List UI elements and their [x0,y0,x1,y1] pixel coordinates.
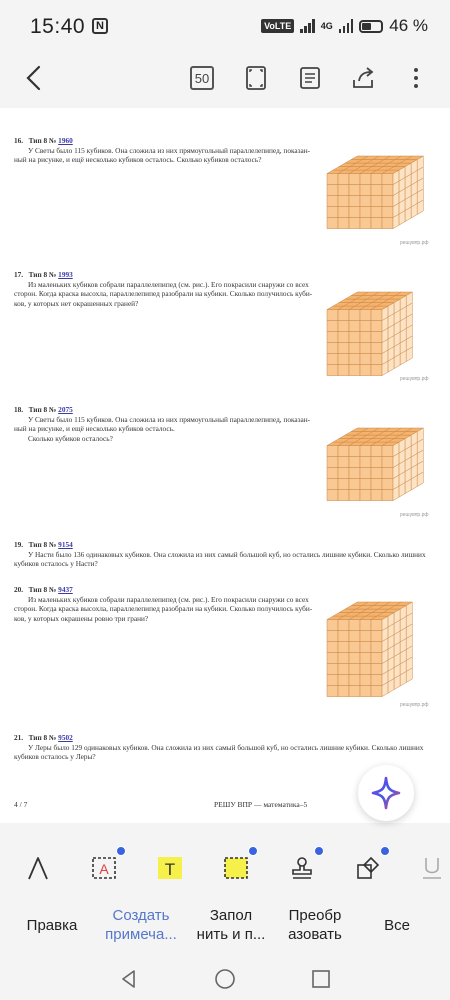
area-highlight-tool[interactable] [220,852,252,884]
underline-icon [420,855,444,881]
top-toolbar [0,50,450,108]
problem-header [14,270,314,280]
problem-text-line: ков, у которых окрашены ровно три грани? [14,613,149,623]
menu-item-fill-sign[interactable] [190,906,272,944]
menu-item-convert[interactable] [274,906,356,944]
cube-face [360,365,371,376]
menu-item-label: Преобр [288,907,342,924]
problem-type: Тип 8 № [28,585,57,594]
problem-text-line: У Светы было 115 кубиков. Она сложила из них прямоугольный параллелепипед, показан- [28,145,311,155]
cube-face [371,620,382,631]
cube-face [327,207,338,218]
status-icons [261,16,428,36]
back-button[interactable] [18,63,48,93]
svg-text:A: A [99,861,109,877]
cube-face [349,653,360,664]
cube-face [338,675,349,686]
cube-face [360,207,371,218]
shapes-tool[interactable] [352,852,384,884]
signal-2-icon [339,19,354,33]
parallelepiped-figure [325,600,437,708]
ai-assistant-button[interactable] [358,765,414,821]
cube-face [338,207,349,218]
problem-type: Тип 8 № [28,540,57,549]
battery-level: 46 % [389,16,428,35]
cube-face [327,174,338,185]
cube-face [338,218,349,229]
problem-header [14,540,439,550]
menu-item-label: Запол [209,907,253,924]
cube-face [360,174,371,185]
menu-item-label: примеча... [105,926,177,943]
more-button[interactable] [406,63,426,93]
cube-face [327,446,338,457]
watermark: решувпр.рф [400,376,429,382]
ink-pen-icon [26,855,50,881]
problem-text-line: ков, у которых нет окрашенных граней? [14,298,139,308]
stamp-tool[interactable] [286,852,318,884]
problem-link[interactable]: 1960 [58,136,73,145]
cube-face [327,332,338,343]
cube-face [371,631,382,642]
problem-header [14,405,314,415]
cube-face [371,185,382,196]
cube-face [371,332,382,343]
problem-link[interactable]: 1993 [58,270,73,279]
menu-item-edit[interactable] [11,916,93,935]
cube-face [349,446,360,457]
cube-face [371,468,382,479]
problem-text-line: кубиков осталось у Леры? [14,752,96,761]
battery-icon [359,20,383,33]
cube-face [338,653,349,664]
problem-header [14,585,314,595]
cube-face [360,479,371,490]
problem-text-line: сторон. Когда краска высохла, параллелепипед разобрали на кубики. Сколько получилось куби- [14,289,313,298]
problem-link[interactable]: 9437 [58,585,73,594]
problem-type: Тип 8 № [28,733,57,742]
problem-text-line: сторон. Когда краска высохла, параллелепипед разобрали на кубики. Сколько получилось куби- [14,604,313,613]
nfc-icon: N [92,18,108,34]
cube-face [327,196,338,207]
cube-face [349,479,360,490]
problem-link[interactable]: 9502 [58,733,73,742]
cube-face [327,675,338,686]
cube-face [371,196,382,207]
cube-face [382,185,393,196]
fit-screen-icon [245,65,267,91]
cube-face [360,185,371,196]
cube-face [349,310,360,321]
cube-face [327,490,338,501]
highlight-text-icon [157,855,183,881]
cube-face [371,686,382,697]
parallelepiped-figure [325,290,437,382]
cube-face [360,675,371,686]
cube-face [371,310,382,321]
cube-face [327,686,338,697]
cube-face [338,174,349,185]
cube-face [371,642,382,653]
cube-face [327,218,338,229]
cube-face [338,642,349,653]
cube-face [349,185,360,196]
cube-face [371,207,382,218]
cube-face [327,653,338,664]
shapes-icon [355,855,381,881]
problem-type: Тип 8 № [28,136,57,145]
cube-face [360,642,371,653]
cube-face [338,686,349,697]
menu-item-create-annotation[interactable] [100,906,182,944]
problem-19 [14,540,439,569]
cube-face [338,490,349,501]
problem-text-line: кубиков осталось у Насти? [14,559,98,568]
cube-face [338,321,349,332]
footer-title: РЕШУ ВПР — математика–5 [214,800,308,809]
cube-face [371,664,382,675]
cube-face [360,631,371,642]
problem-text-line: Из маленьких кубиков собрали параллелепипед (см. рис.). Его покрасили снаружи со всех [28,594,309,604]
problem-number: 17. [14,270,24,279]
cube-face [349,664,360,675]
problem-text-line: ный на рисунке, и ещё несколько кубиков осталось. [14,424,175,433]
problem-type: Тип 8 № [28,270,57,279]
cube-face [327,343,338,354]
network-label: 4G [320,21,333,31]
menu-item-label: Все [384,917,410,934]
cube-face [360,653,371,664]
problem-text-line: Из маленьких кубиков собрали параллелепипед (см. рис.). Его покрасили снаружи со всех [28,279,309,289]
cube-face [360,490,371,501]
volte-badge: VoLTE [261,19,294,33]
problem-header [14,733,439,743]
cube-face [371,446,382,457]
sparkle-icon [371,776,401,810]
signal-1-icon [300,19,315,33]
cube-face [327,468,338,479]
cube-face [382,446,393,457]
cube-face [338,664,349,675]
problem-number: 18. [14,405,24,414]
cube-face [349,207,360,218]
cube-face [360,343,371,354]
problem-17 [14,270,314,308]
cube-face [349,365,360,376]
cube-face [338,332,349,343]
menu-item-label: нить и п... [196,926,266,943]
cube-face [382,196,393,207]
cube-face [349,675,360,686]
back-icon [25,65,41,91]
cube-face [360,310,371,321]
document-page[interactable] [0,108,450,823]
cube-face [338,457,349,468]
cube-face [327,642,338,653]
cube-face [349,457,360,468]
cube-face [338,479,349,490]
problem-16 [14,136,314,165]
text-box-icon [91,855,117,881]
footer-page-number: 4 / 7 [14,800,28,809]
cube-face [382,490,393,501]
cube-face [360,446,371,457]
premium-badge [314,846,324,856]
page-count-button[interactable]: 50 [190,66,214,90]
problem-header [14,136,314,146]
cube-face [360,354,371,365]
cube-face [371,490,382,501]
cube-face [360,332,371,343]
premium-badge [380,846,390,856]
cube-face [338,365,349,376]
problem-link[interactable]: 2075 [58,405,73,414]
cube-face [360,321,371,332]
problem-text-line: ный на рисунке, и ещё несколько кубиков осталось. Сколько кубиков осталось? [14,155,262,164]
stamp-icon [289,855,315,881]
cube-face [371,174,382,185]
clock: 15:40 [30,15,86,38]
cube-face [371,675,382,686]
cube-face [338,343,349,354]
watermark: решувпр.рф [400,240,429,246]
problem-number: 21. [14,733,24,742]
status-bar [0,0,450,50]
cube-face [338,354,349,365]
system-nav-bar [0,960,450,1000]
cube-face [371,457,382,468]
problem-18 [14,405,314,443]
premium-badge [248,846,258,856]
cube-face [349,332,360,343]
shape-icon [223,855,249,881]
reading-mode-button[interactable] [298,63,322,93]
nav-recents-icon [310,968,332,990]
problem-link[interactable]: 9154 [58,540,73,549]
nav-back-icon [118,968,140,990]
parallelepiped-figure [325,426,437,518]
cube-face [349,620,360,631]
cube-face [382,207,393,218]
parallelepiped-figure [325,154,437,246]
problem-20 [14,585,314,623]
problem-number: 20. [14,585,24,594]
watermark: решувпр.рф [400,702,429,708]
cube-face [382,468,393,479]
cube-face [349,218,360,229]
cube-face [349,321,360,332]
cube-face [327,664,338,675]
cube-face [327,365,338,376]
cube-face [371,653,382,664]
cube-face [349,686,360,697]
problem-text-line: Сколько кубиков осталось? [28,433,113,443]
cube-face [327,631,338,642]
edit-tools-bar [0,830,450,900]
cube-face [382,218,393,229]
bottom-menu [0,900,450,960]
cube-face [338,631,349,642]
cube-face [371,479,382,490]
nav-back-button[interactable] [118,968,140,990]
cube-face [382,479,393,490]
problem-text-line: У Светы было 115 кубиков. Она сложила из них прямоугольный параллелепипед, показан- [28,414,311,424]
cube-face [338,446,349,457]
problem-number: 16. [14,136,24,145]
problem-text-line: У Леры было 129 одинаковых кубиков. Она сложила из них самый большой куб, но остались лишние кубики. Сколько лишних [28,742,424,752]
share-button[interactable] [350,63,378,93]
cube-face [371,365,382,376]
cube-face [371,218,382,229]
problem-21 [14,733,439,762]
cube-face [338,310,349,321]
cube-face [349,196,360,207]
more-icon [413,66,419,90]
nav-home-icon [214,968,236,990]
cube-face [360,196,371,207]
svg-text:T: T [164,860,176,879]
nav-home-button[interactable] [214,968,236,990]
watermark: решувпр.рф [400,512,429,518]
premium-badge [116,846,126,856]
problem-type: Тип 8 № [28,405,57,414]
nav-recents-button[interactable] [310,968,332,990]
cube-face [360,664,371,675]
cube-face [349,468,360,479]
problem-number: 19. [14,540,24,549]
cube-face [360,620,371,631]
cube-face [327,185,338,196]
cube-face [382,457,393,468]
cube-face [349,343,360,354]
cube-face [327,479,338,490]
highlight-text-tool[interactable] [154,852,186,884]
cube-face [371,321,382,332]
cube-face [382,174,393,185]
menu-item-label: Правка [26,917,78,934]
cube-face [349,174,360,185]
text-box-tool[interactable] [88,852,120,884]
cube-face [371,354,382,365]
cube-face [327,457,338,468]
menu-item-label: Создать [112,907,170,924]
cube-face [327,620,338,631]
cube-face [371,343,382,354]
fit-screen-button[interactable] [244,63,268,93]
menu-item-label: азовать [288,926,342,943]
cube-face [338,196,349,207]
ink-pen-tool[interactable] [22,852,54,884]
cube-face [327,354,338,365]
cube-face [349,354,360,365]
cube-face [360,457,371,468]
reading-mode-icon [299,66,321,90]
cube-face [360,218,371,229]
cube-face [349,642,360,653]
cube-face [327,321,338,332]
menu-item-all[interactable] [356,916,438,935]
share-icon [351,66,377,90]
cube-face [338,620,349,631]
cube-face [360,686,371,697]
cube-face [360,468,371,479]
cube-face [338,185,349,196]
cube-face [338,468,349,479]
underline-tool[interactable] [418,852,446,884]
cube-face [349,631,360,642]
cube-face [349,490,360,501]
cube-face [327,310,338,321]
problem-text-line: У Насти было 136 одинаковых кубиков. Она сложила из них самый большой куб, но остались лишние кубики. Сколько лишних [28,549,426,559]
